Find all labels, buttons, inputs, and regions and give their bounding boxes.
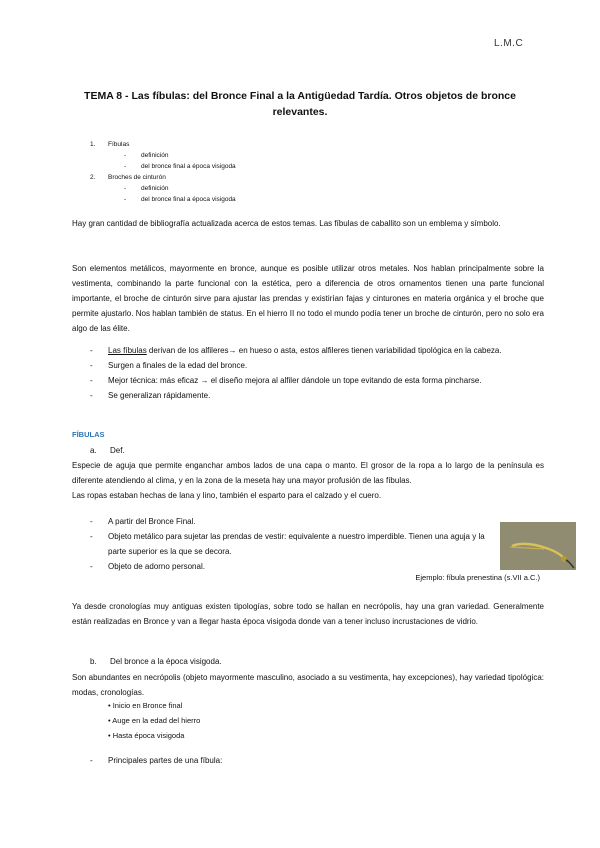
list-item-text: Hasta época visigoda (112, 731, 185, 740)
dash-marker: - (90, 562, 93, 571)
dash-marker: - (90, 532, 93, 541)
dash-marker: - (124, 196, 127, 203)
dash-marker: - (124, 163, 127, 170)
list-item-text: A partir del Bronce Final. (108, 517, 196, 526)
subsection-letter: b. (90, 657, 97, 666)
subsection-bronze-visigoth (90, 657, 222, 666)
list-item (90, 514, 495, 529)
list-item-text: Objeto de adorno personal. (108, 562, 205, 571)
list-item (90, 559, 495, 574)
dash-marker: - (90, 346, 93, 355)
list-item-text: Objeto metálico para sujetar las prendas de vestir: equivalente a nuestro imperdible. Tienen una aguja y la parte superior es la que se decora. (108, 532, 485, 556)
list-item (90, 373, 545, 388)
list-item-text: Mejor técnica: más eficaz → el diseño mejora al alfiler dándole un tope evitando de esta forma pincharse. (108, 376, 482, 385)
list-item (108, 698, 200, 713)
list-item-text: Principales partes de una fíbula: (108, 756, 223, 765)
clothing-paragraph: Las ropas estaban hechas de lana y lino, también el esparto para el calzado y el cuero. (72, 491, 382, 500)
subsection-label: Def. (110, 446, 125, 455)
bullet-icon: • (108, 731, 113, 740)
dash-marker: - (90, 391, 93, 400)
image-caption: Ejemplo: fíbula prenestina (s.VII a.C.) (415, 573, 540, 582)
subsection-letter: a. (90, 446, 97, 455)
list-item (90, 343, 545, 358)
necropolis-paragraph: Son abundantes en necrópolis (objeto mayormente masculino, asociado a su vestimenta, hay excepciones), hay variedad tipológica: modas, cronologías. (72, 673, 544, 697)
metals-paragraph: Son elementos metálicos, mayormente en bronce, aunque es posible utilizar otros metales. Nos hablan principalmente sobre la vestimenta, combinando la parte funcional con la estética, pero a diferencia de otros ornamentos tienen una parte funcional importante, el broche de cinturón sirve para ajustar las prendas y existirían fajas y cinturones en materia orgánica y el broche que permite ajustarlo. Nos hablan también de status. En el hierro II no todo el mundo podía tener un broche de cinturón, pero no solo era algo de las élite. (72, 264, 544, 333)
definition-paragraph: Especie de aguja que permite enganchar ambos lados de una capa o manto. El grosor de la ropa a lo largo de la península es diferente atendiendo al clima, y en la zona de la meseta hay una mayor profusión de las fíbulas. (72, 461, 544, 485)
bullet-icon: • (108, 701, 113, 710)
outline-item-2 (90, 172, 236, 205)
section-heading-fibulas: FÍBULAS (72, 430, 105, 439)
outline-number: 1. (90, 141, 96, 148)
dash-marker: - (124, 152, 127, 159)
list-item (90, 529, 495, 559)
list-item (90, 388, 545, 403)
list-item-text: derivan de los alfileres→ en hueso o asta, estos alfileres tienen variabilidad tipológica en la cabeza. (146, 346, 502, 355)
list-item-text: Auge en la edad del hierro (112, 716, 201, 725)
list-item (108, 728, 200, 743)
document-title: TEMA 8 - Las fíbulas: del Bronce Final a la Antigüedad Tardía. Otros objetos de bronce relevantes. (84, 90, 516, 118)
outline-label: Fíbulas (108, 141, 130, 148)
list-item (108, 713, 200, 728)
outline-number: 2. (90, 174, 96, 181)
fibula-illustration-icon (500, 522, 576, 570)
author-initials: L.M.C (494, 38, 524, 49)
dash-marker: - (124, 185, 127, 192)
list-item-text: Se generalizan rápidamente. (108, 391, 211, 400)
chronology-paragraph: Ya desde cronologías muy antiguas existen tipologías, sobre todo se hallan en necrópolis, hay una gran variedad. Generalmente están realizadas en Bronce y van a llegar hasta época visigoda donde van a tener incluso incrustaciones de vidrio. (72, 602, 544, 626)
period-bullets (108, 698, 200, 743)
intro-paragraph: Hay gran cantidad de bibliografía actualizada acerca de estos temas. Las fíbulas de caballito son un emblema y símbolo. (72, 219, 501, 228)
dash-marker: - (90, 756, 93, 765)
outline-item-1 (90, 139, 236, 172)
definition-list (90, 514, 495, 574)
subsection-definition (90, 446, 125, 455)
fibula-photo (500, 522, 576, 570)
bullet-icon: • (108, 716, 113, 725)
outline-sub: del bronce final a época visigoda (141, 196, 236, 203)
outline-sub: definición (141, 185, 169, 192)
dash-marker: - (90, 376, 93, 385)
list-item (90, 358, 545, 373)
outline-sub: del bronce final a época visigoda (141, 163, 236, 170)
dash-marker: - (90, 517, 93, 526)
outline-sub: definición (141, 152, 169, 159)
underlined-term: Las fíbulas (108, 346, 147, 355)
parts-list (90, 753, 545, 768)
subsection-label: Del bronce a la época visigoda. (110, 657, 222, 666)
list-item-text: Inicio en Bronce final (112, 701, 183, 710)
list-item-text: Surgen a finales de la edad del bronce. (108, 361, 248, 370)
origin-list (90, 343, 545, 403)
dash-marker: - (90, 361, 93, 370)
list-item (90, 753, 545, 768)
outline-label: Broches de cinturón (108, 174, 166, 181)
